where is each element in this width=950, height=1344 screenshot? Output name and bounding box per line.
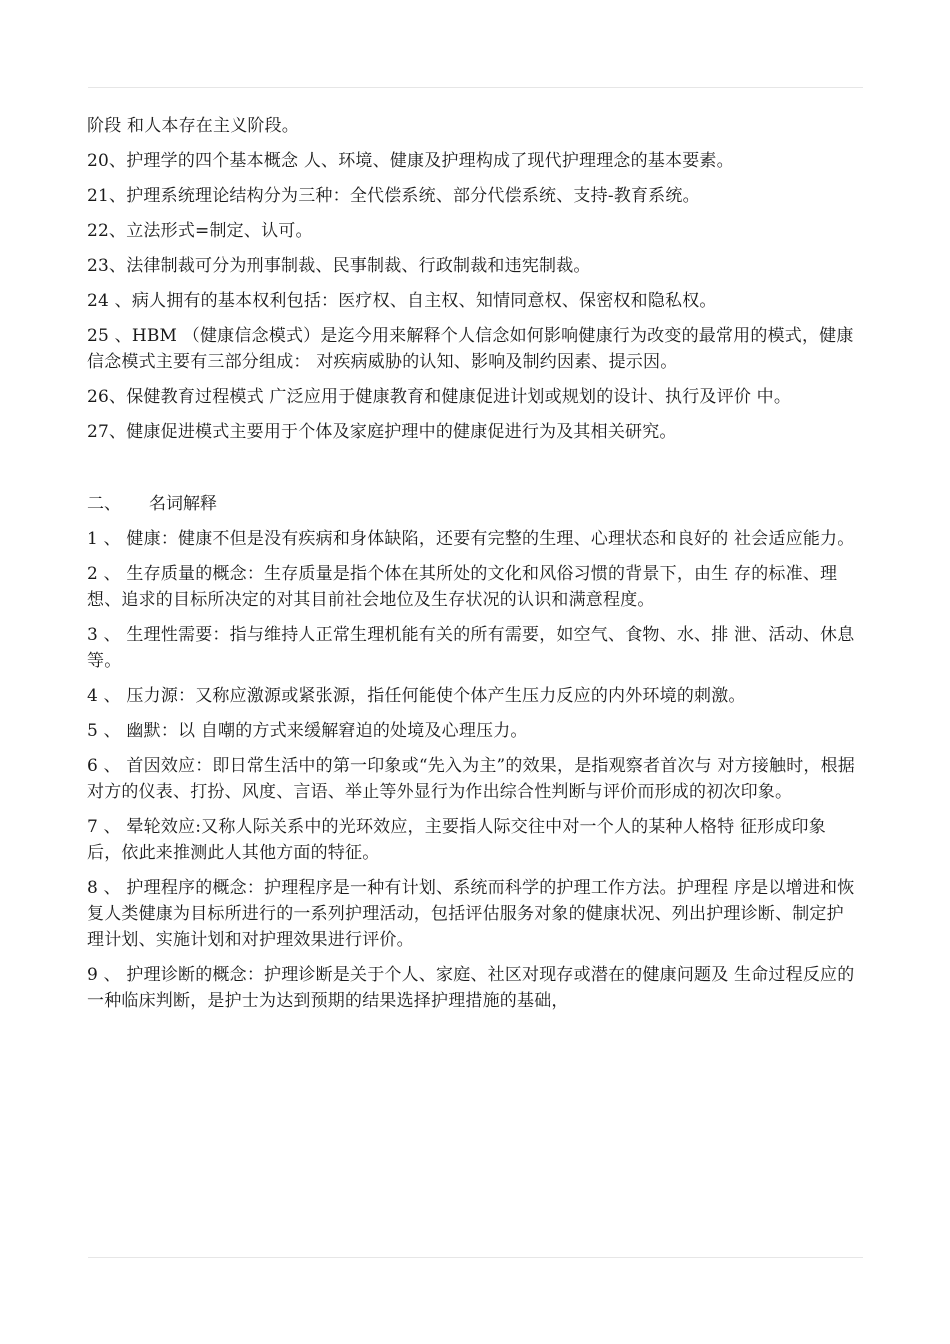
paragraph: 24 、病人拥有的基本权利包括：医疗权、自主权、知情同意权、保密权和隐私权。 — [87, 291, 717, 311]
definition-item: 9 、 护理诊断的概念：护理诊断是关于个人、家庭、社区对现存或潜在的健康问题及 生命过程反应的一种临床判断，是护士为达到预期的结果选择护理措施的基础， — [87, 965, 855, 1011]
section-title: 名词解释 — [149, 494, 217, 514]
paragraph: 27、健康促进模式主要用于个体及家庭护理中的健康促进行为及其相关研究。 — [87, 422, 677, 442]
paragraph: 阶段 和人本存在主义阶段。 — [87, 116, 300, 136]
definition-item: 1 、 健康：健康不但是没有疾病和身体缺陷，还要有完整的生理、心理状态和良好的 社会适应能力。 — [87, 529, 855, 549]
definition-item: 4 、 压力源：又称应激源或紧张源，指任何能使个体产生压力反应的内外环境的刺激。 — [87, 686, 746, 706]
definition-item: 5 、 幽默：以 自嘲的方式来缓解窘迫的处境及心理压力。 — [87, 721, 528, 741]
paragraph: 26、保健教育过程模式 广泛应用于健康教育和健康促进计划或规划的设计、执行及评价 中。 — [87, 387, 792, 407]
paragraph: 21、护理系统理论结构分为三种：全代偿系统、部分代偿系统、支持-教育系统。 — [87, 186, 700, 206]
definition-item: 6 、 首因效应：即日常生活中的第一印象或“先入为主”的效果，是指观察者首次与 对方接触时，根据对方的仪表、打扮、风度、言语、举止等外显行为作出综合性判断与评价而形成的初次印象。 — [87, 756, 856, 802]
paragraph: 23、法律制裁可分为刑事制裁、民事制裁、行政制裁和违宪制裁。 — [87, 256, 591, 276]
paragraph: 22、立法形式=制定、认可。 — [87, 221, 313, 241]
paragraph: 20、护理学的四个基本概念 人、环境、健康及护理构成了现代护理理念的基本要素。 — [87, 151, 734, 171]
section-spacer — [87, 454, 859, 491]
header-rule — [88, 87, 863, 88]
section-number: 二、 — [87, 494, 121, 514]
document-body — [87, 113, 859, 1023]
paragraph: 25 、HBM （健康信念模式）是迄今用来解释个人信念如何影响健康行为改变的最常用的模式，健康信念模式主要有三部分组成： 对疾病威胁的认知、影响及制约因素、提示因。 — [87, 326, 854, 372]
section-heading — [87, 491, 859, 517]
footer-rule — [88, 1257, 863, 1258]
definition-item: 3 、 生理性需要：指与维持人正常生理机能有关的所有需要，如空气、食物、水、排 泄、活动、休息等。 — [87, 625, 855, 671]
definition-item: 2 、 生存质量的概念：生存质量是指个体在其所处的文化和风俗习惯的背景下，由生 存的标准、理想、追求的目标所决定的对其目前社会地位及生存状况的认识和满意程度。 — [87, 564, 838, 610]
definition-item: 7 、 晕轮效应:又称人际关系中的光环效应，主要指人际交往中对一个人的某种人格特 征形成印象后，依此来推测此人其他方面的特征。 — [87, 817, 826, 863]
definition-item: 8 、 护理程序的概念：护理程序是一种有计划、系统而科学的护理工作方法。护理程 序是以增进和恢复人类健康为目标所进行的一系列护理活动，包括评估服务对象的健康状况、列出护理诊断、制定护理计划、实施计划和对护理效果进行评价。 — [87, 878, 855, 950]
